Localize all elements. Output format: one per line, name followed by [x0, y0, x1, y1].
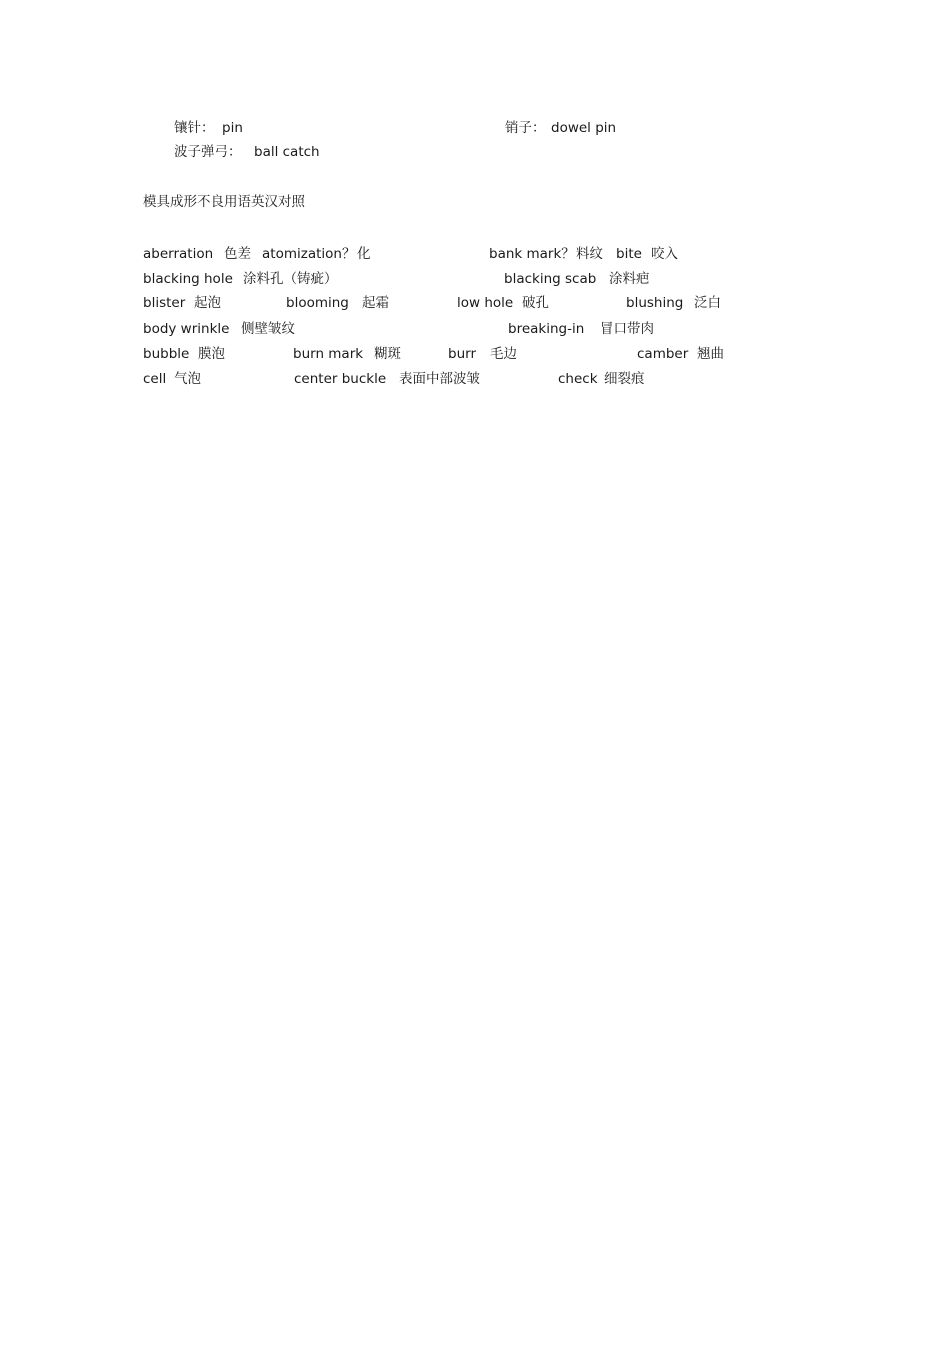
term-en: center buckle — [294, 371, 387, 387]
term-en: ball catch — [254, 144, 320, 160]
term-en: blacking hole — [143, 271, 233, 287]
term-zh: 毛边 — [490, 346, 517, 362]
term-zh: 细裂痕 — [604, 371, 645, 387]
term-zh: 波子弹弓： — [174, 144, 242, 160]
term-zh: 气泡 — [174, 371, 201, 387]
term-zh: 化 — [357, 246, 371, 262]
term-zh: 侧壁皱纹 — [241, 321, 295, 337]
term-zh: 销子： — [505, 120, 546, 136]
term-zh: 破孔 — [522, 295, 549, 311]
term-en: bite — [616, 246, 642, 262]
term-zh: 色差 — [224, 246, 251, 262]
term-en: burn mark — [293, 346, 364, 362]
term-zh: 咬入 — [651, 246, 678, 262]
term-zh: 糊斑 — [374, 346, 401, 362]
term-en: camber — [637, 346, 689, 362]
term-en: breaking-in — [508, 321, 585, 337]
term-en: body wrinkle — [143, 321, 230, 337]
term-zh: 涂料孔（铸疵） — [243, 271, 338, 287]
term-zh: 镶针： — [174, 120, 215, 136]
term-zh: 涂料疤 — [609, 271, 650, 287]
term-zh: 起泡 — [194, 295, 221, 311]
term-en: bubble — [143, 346, 190, 362]
term-zh: 膜泡 — [198, 346, 225, 362]
term-en: pin — [222, 120, 243, 136]
term-en: low hole — [457, 295, 514, 311]
term-zh: 起霜 — [362, 295, 389, 311]
term-en: blushing — [626, 295, 684, 311]
term-en: atomization？ — [262, 246, 356, 262]
term-zh: 冒口带肉 — [600, 321, 654, 337]
term-en: dowel pin — [551, 120, 617, 136]
term-zh: 表面中部波皱 — [399, 371, 480, 387]
term-en: check — [558, 371, 598, 387]
term-zh: 翘曲 — [697, 346, 724, 362]
term-zh: 泛白 — [694, 295, 721, 311]
term-zh: 料纹 — [576, 246, 603, 262]
term-en: bank mark？ — [489, 246, 575, 262]
term-en: blooming — [286, 295, 349, 311]
page-heading: 模具成形不良用语英汉对照 — [143, 194, 305, 210]
term-en: blister — [143, 295, 186, 311]
term-en: blacking scab — [504, 271, 597, 287]
term-en: burr — [448, 346, 476, 362]
term-en: cell — [143, 371, 167, 387]
term-en: aberration — [143, 246, 214, 262]
